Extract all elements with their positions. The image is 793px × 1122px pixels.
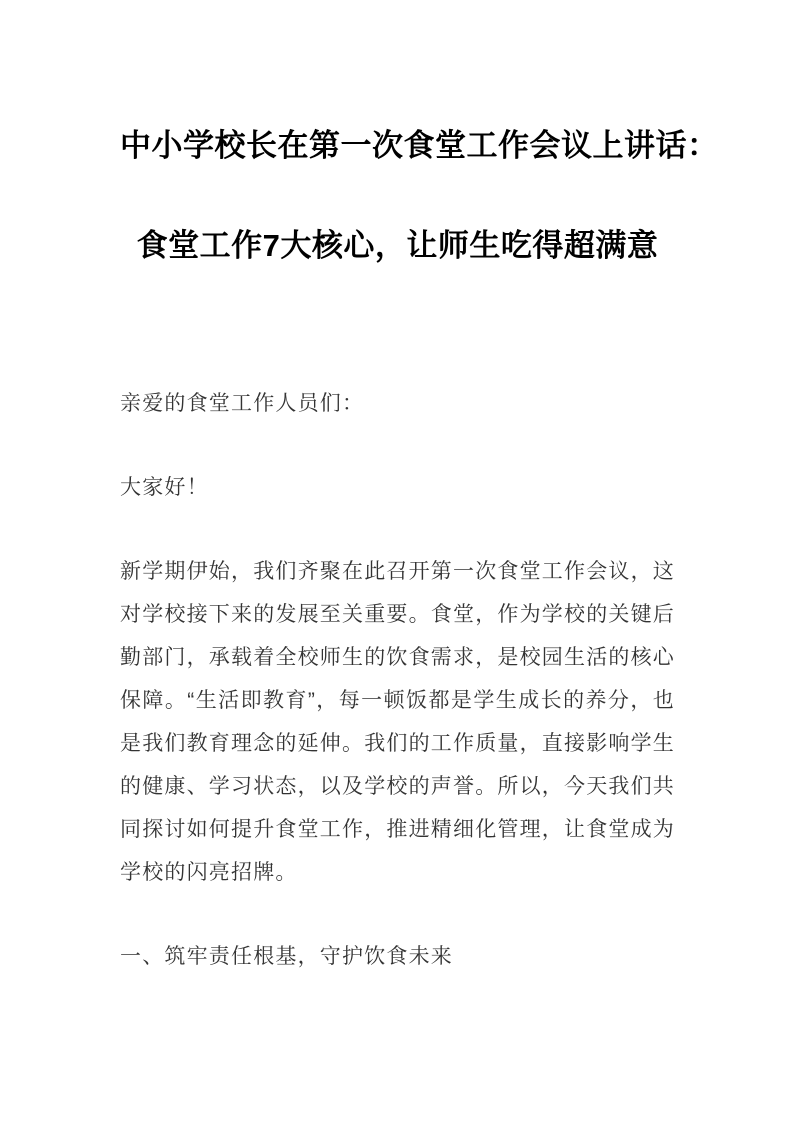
paragraph-greeting: 大家好！ bbox=[120, 476, 209, 499]
paragraph-salutation: 亲爱的食堂工作人员们： bbox=[120, 392, 365, 415]
section-heading-1: 一、筑牢责任根基，守护饮食未来 bbox=[120, 945, 453, 968]
document-title bbox=[120, 96, 719, 296]
title-line-1: 中小学校长在第一次食堂工作会议上讲话： bbox=[120, 128, 719, 163]
paragraph-intro: 新学期伊始，我们齐聚在此召开第一次食堂工作会议，这对学校接下来的发展至关重要。食堂，作为学校的关键后勤部门，承载着全校师生的饮食需求，是校园生活的核心保障。“生活即教育”，每一顿饭都是学生成长的养分，也是我们教育理念的延伸。我们的工作质量，直接影响学生的健康、学习状态，以及学校的声誉。所以，今天我们共同探讨如何提升食堂工作，推进精细化管理，让食堂成为学校的闪亮招牌。 bbox=[120, 560, 675, 884]
title-line-2: 食堂工作7大核心，让师生吃得超满意 bbox=[136, 228, 659, 263]
document-body bbox=[120, 382, 675, 978]
